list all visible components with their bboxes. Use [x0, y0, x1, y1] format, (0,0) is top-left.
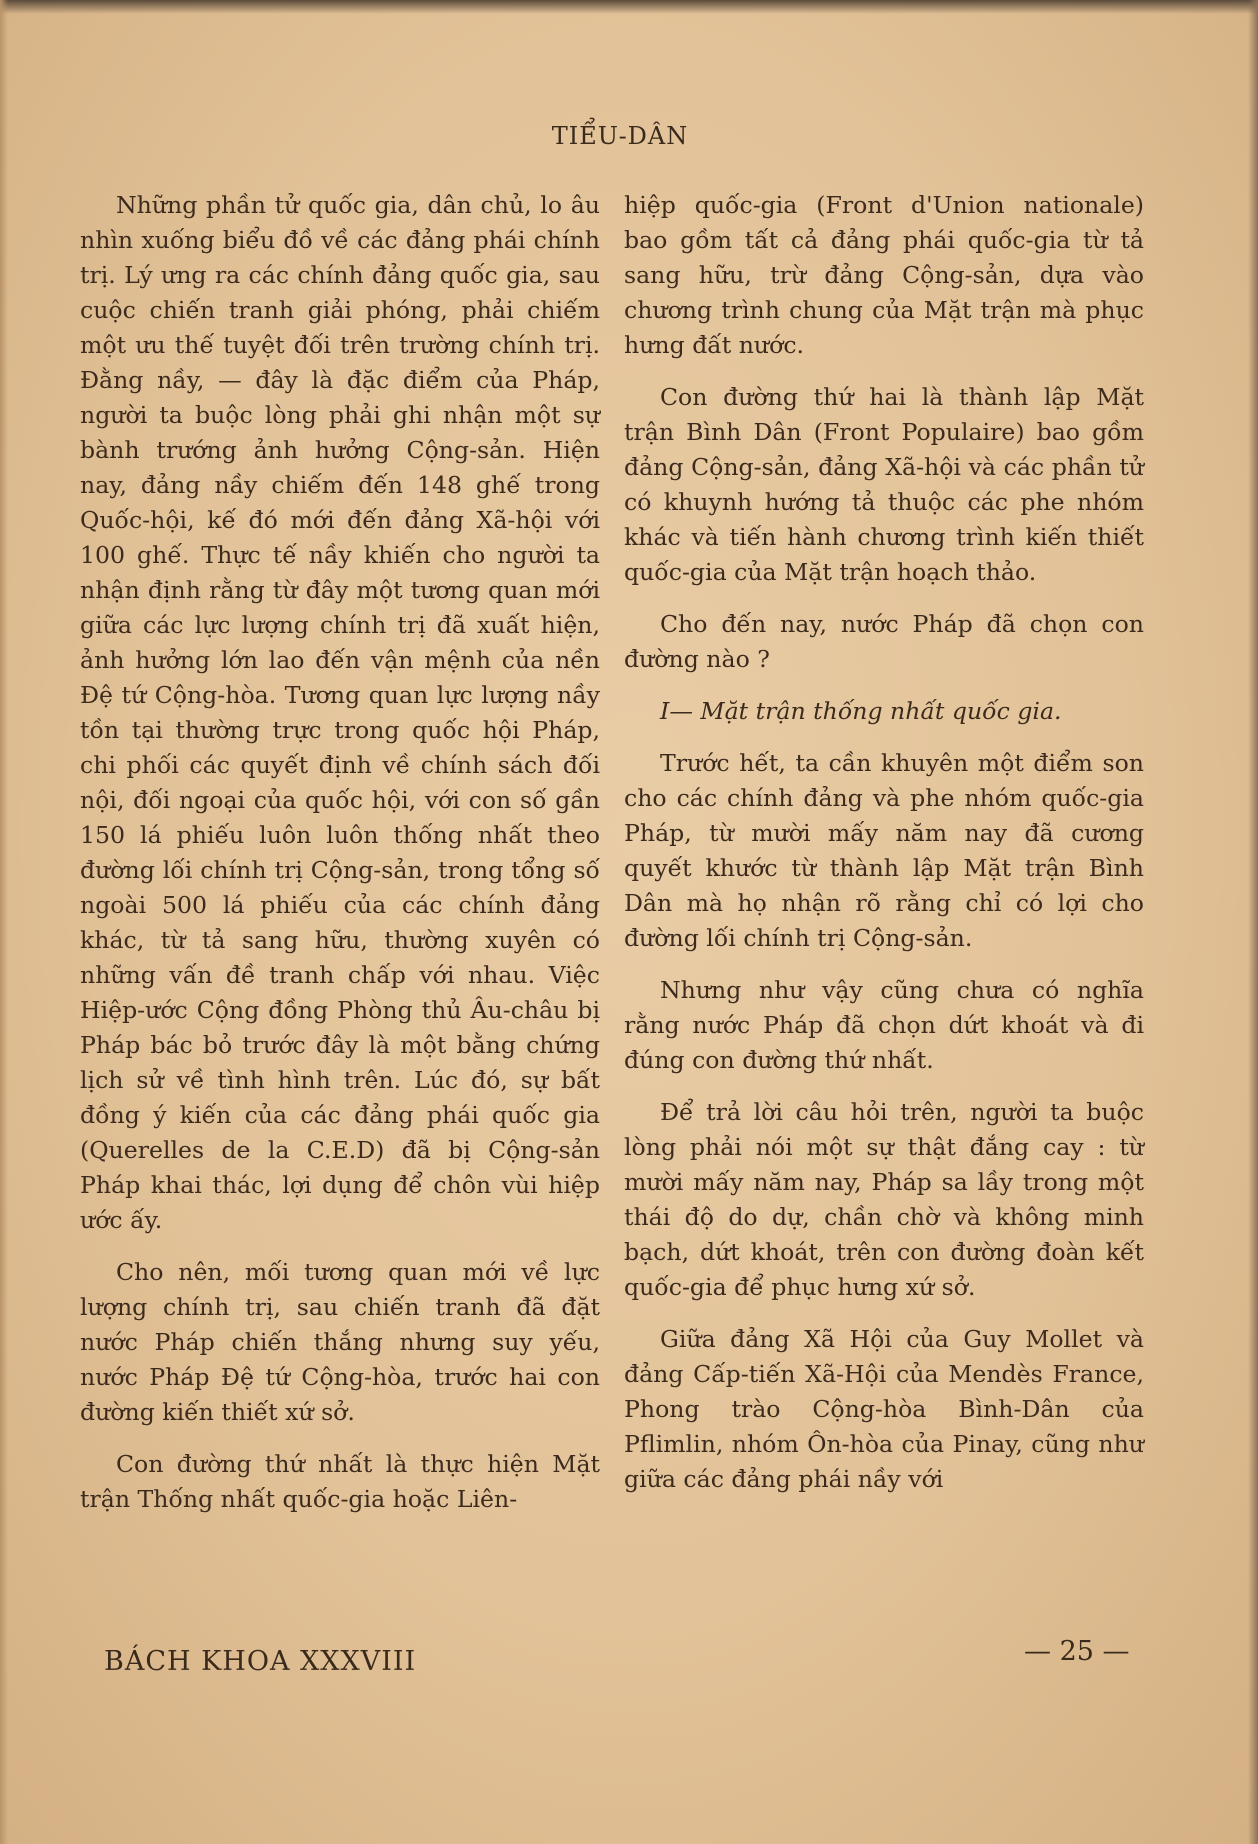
paragraph: Trước hết, ta cần khuyên một điểm son cho các chính đảng và phe nhóm quốc-gia Pháp, từ mười mấy năm nay đã cương quyết khước từ thành lập Mặt trận Bình Dân mà họ nhận rõ rằng chỉ có lợi cho đường lối chính trị Cộng-sản.	[624, 749, 1144, 952]
paragraph: Để trả lời câu hỏi trên, người ta buộc lòng phải nói một sự thật đắng cay : từ mười mấy năm nay, Pháp sa lầy trong một thái độ do dự, chần chờ và không minh bạch, dứt khoát, trên con đường đoàn kết quốc-gia để phục hưng xứ sở.	[624, 1098, 1144, 1301]
running-head: TIỂU-DÂN	[551, 122, 689, 150]
publication-name: BÁCH KHOA XXXVIII	[104, 1646, 417, 1677]
paragraph: Cho đến nay, nước Pháp đã chọn con đường nào ?	[624, 610, 1144, 673]
left-column	[80, 188, 600, 1534]
page-edge-left	[0, 0, 8, 1844]
page-number: — 25 —	[1024, 1636, 1130, 1667]
section-heading: I— Mặt trận thống nhất quốc gia.	[660, 697, 1062, 725]
right-column	[624, 188, 1144, 1514]
paragraph: Nhưng như vậy cũng chưa có nghĩa rằng nước Pháp đã chọn dứt khoát và đi đúng con đường thứ nhất.	[624, 976, 1144, 1074]
paragraph: Cho nên, mối tương quan mới về lực lượng chính trị, sau chiến tranh đã đặt nước Pháp chiến thắng nhưng suy yếu, nước Pháp Đệ tứ Cộng-hòa, trước hai con đường kiến thiết xứ sở.	[80, 1258, 600, 1426]
paragraph: Những phần tử quốc gia, dân chủ, lo âu nhìn xuống biểu đồ về các đảng phái chính trị. Lý ưng ra các chính đảng quốc gia, sau cuộc chiến tranh giải phóng, phải chiếm một ưu thế tuyệt đối trên trường chính trị. Đằng nầy, — đây là đặc điểm của Pháp, người ta buộc lòng phải ghi nhận một sự bành trướng ảnh hưởng Cộng-sản. Hiện nay, đảng nầy chiếm đến 148 ghế trong Quốc-hội, kế đó mới đến đảng Xã-hội với 100 ghế. Thực tế nầy khiến cho người ta nhận định rằng từ đây một tương quan mới giữa các lực lượng chính trị đã xuất hiện, ảnh hưởng lớn lao đến vận mệnh của nền Đệ tứ Cộng-hòa. Tương quan lực lượng nầy tồn tại thường trực trong quốc hội Pháp, chi phối các quyết định về chính sách đối nội, đối ngoại của quốc hội, với con số gần 150 lá phiếu luôn luôn thống nhất theo đường lối chính trị Cộng-sản, trong tổng số ngoài 500 lá phiếu của các chính đảng khác, từ tả sang hữu, thường xuyên có những vấn đề tranh chấp với nhau. Việc Hiệp-ước Cộng đồng Phòng thủ Âu-châu bị Pháp bác bỏ trước đây là một bằng chứng lịch sử về tình hình trên. Lúc đó, sự bất đồng ý kiến của các đảng phái quốc gia (Querelles de la C.E.D) đã bị Cộng-sản Pháp khai thác, lợi dụng để chôn vùi hiệp ước ấy.	[80, 191, 600, 1234]
paragraph: Con đường thứ nhất là thực hiện Mặt trận Thống nhất quốc-gia hoặc Liên-	[80, 1450, 600, 1513]
paragraph: hiệp quốc-gia (Front d'Union nationale) bao gồm tất cả đảng phái quốc-gia từ tả sang hữu, trừ đảng Cộng-sản, dựa vào chương trình chung của Mặt trận mà phục hưng đất nước.	[624, 191, 1144, 359]
paragraph: Giữa đảng Xã Hội của Guy Mollet và đảng Cấp-tiến Xã-Hội của Mendès France, Phong trào Cộng-hòa Bình-Dân của Pflimlin, nhóm Ôn-hòa của Pinay, cũng như giữa các đảng phái nầy với	[624, 1325, 1144, 1493]
page-edge-right	[1248, 0, 1258, 1844]
paragraph: Con đường thứ hai là thành lập Mặt trận Bình Dân (Front Populaire) bao gồm đảng Cộng-sản, đảng Xã-hội và các phần tử có khuynh hướng tả thuộc các phe nhóm khác và tiến hành chương trình kiến thiết quốc-gia của Mặt trận hoạch thảo.	[624, 383, 1144, 586]
page-edge-shadow	[0, 0, 1258, 14]
